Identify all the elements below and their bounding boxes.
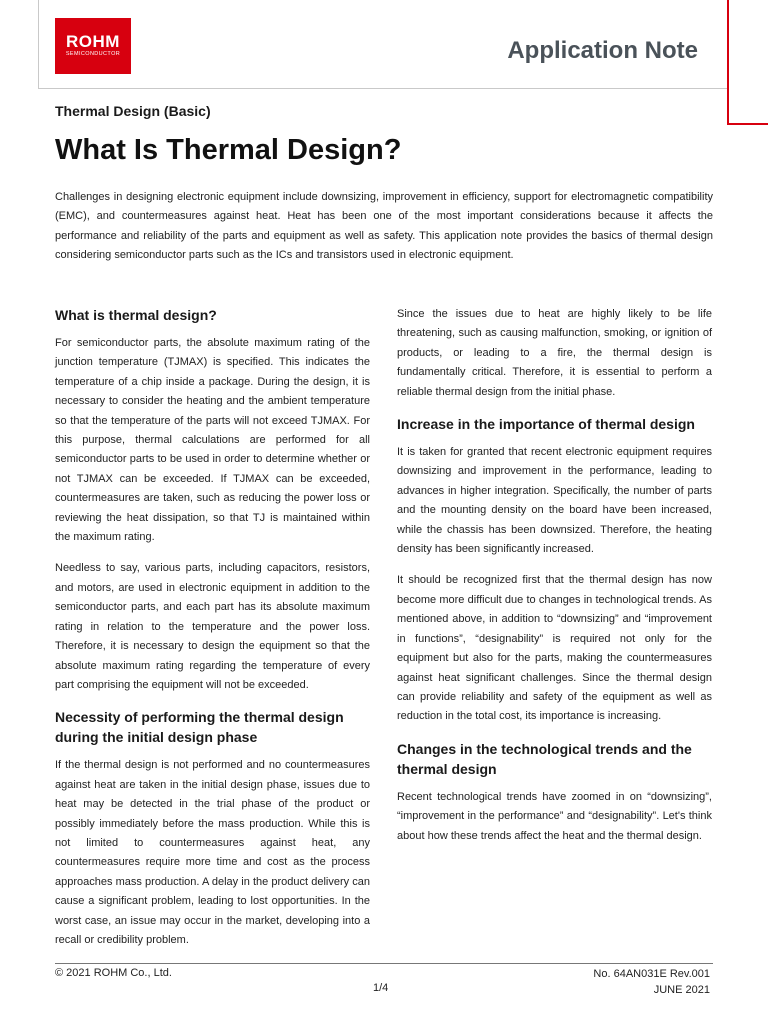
doc-type-label: Application Note [507, 37, 698, 64]
copyright-notice [55, 967, 172, 979]
logo-subtitle: SEMICONDUCTOR [65, 51, 121, 57]
series-title: Thermal Design (Basic) [55, 103, 211, 119]
frame-line-left [38, 0, 39, 88]
section-heading-what-is: What is thermal design? [55, 307, 217, 323]
paragraph-downsizing: It is taken for granted that recent electronic equipment requires downsizing and improvement in the performance, leading to advances in higher integration. Specifically, the number of parts and the mounting density on the board have been increased, while the chassis has been downsized. Therefore, the heating density has been significantly increased. [397, 446, 712, 556]
left-column [55, 305, 370, 962]
page-title: What Is Thermal Design? [55, 134, 402, 166]
paragraph-initial-phase: If the thermal design is not performed and no countermeasures against heat are taken in the initial design phase, issues due to heat may be detected in the trial phase of the product or possibly immediately before the mass production. While this is not limited to countermeasures against heat, any countermeasures require more time and cost as the process approaches mass production. A delay in the product delivery can cause a significant problem, leading to lost opportunities. In the worst case, an issue may occur in the market, developing into a recall or credibility problem. [55, 759, 370, 946]
page-number: 1/4 [373, 982, 389, 994]
paragraph-junction-temp: For semiconductor parts, the absolute maximum rating of the junction temperature (TJMAX) is specified. This indicates the temperature of a chip inside a package. During the design, it is necessary to consider the heating and the ambient temperature so that the temperature of the parts will not exceed TJMAX. For this purpose, thermal calculations are performed for all semiconductor parts to be used in order to determine whether or not TJMAX can be exceeded. If TJMAX can be exceeded, countermeasures are taken, such as reducing the power loss or reviewing the heat dissipation, so that TJ is maintained within the maximum rating. [55, 337, 370, 544]
document-number: No. 64AN031E Rev.001 [593, 968, 710, 980]
paragraph-various-parts: Needless to say, various parts, including capacitors, resistors, and motors, are used in electronic equipment in addition to the semiconductor parts, and each part has its absolute maximum rating in relation to the temperature and the power loss. Therefore, it is necessary to design the equipment so that the absolute maximum rating regarding the temperature of every part comprising the equipment will not be exceeded. [55, 562, 370, 691]
paragraph-recent-trends: Recent technological trends have zoomed in on “downsizing”, “improvement in the performance” and “designability”. Let's think about how these trends affect the heat and the thermal design. [397, 790, 712, 842]
frame-line-top [38, 88, 728, 89]
section-heading-changes: Changes in the technological trends and the thermal design [397, 740, 692, 777]
accent-line-vertical [727, 0, 729, 124]
right-column [397, 305, 712, 858]
paragraph-life-threatening: Since the issues due to heat are highly likely to be life threatening, such as causing malfunction, smoking, or ignition of products, or leading to a fire, the thermal design is fundamentally critical. Therefore, it is essential to perform a reliable thermal design from the initial phase. [397, 308, 712, 398]
document-date: JUNE 2021 [653, 984, 710, 996]
intro-paragraph: Challenges in designing electronic equipment include downsizing, improvement in efficiency, support for electromagnetic compatibility (EMC), and countermeasures against heat. Heat has been one of the most important considerations because it affects the performance and reliability of the parts and equipment as well as safety. This application note provides the basics of thermal design considering semiconductor parts such as the ICs and transistors used in electronic equipment. [55, 191, 713, 261]
section-heading-necessity: Necessity of performing the thermal design during the initial design phase [55, 709, 344, 746]
copyright-text: 2021 ROHM Co., Ltd. [63, 967, 172, 979]
paragraph-trends-difficult: It should be recognized first that the thermal design has now become more difficult due to changes in technological trends. As mentioned above, in addition to “downsizing” and “improvement in functions”, “designability” is required not only for the equipment but also for the parts, making the countermeasures against heat significant challenges. Since the thermal design can provide reliability and safety of the equipment as well as reduction in the total cost, its importance is increasing. [397, 574, 712, 723]
rohm-logo [55, 18, 131, 74]
accent-line-horizontal [727, 123, 768, 125]
section-heading-importance: Increase in the importance of thermal design [397, 416, 695, 433]
copyright-icon: © [55, 967, 64, 979]
footer-divider [55, 963, 713, 964]
logo-wordmark: ROHM [66, 32, 120, 51]
